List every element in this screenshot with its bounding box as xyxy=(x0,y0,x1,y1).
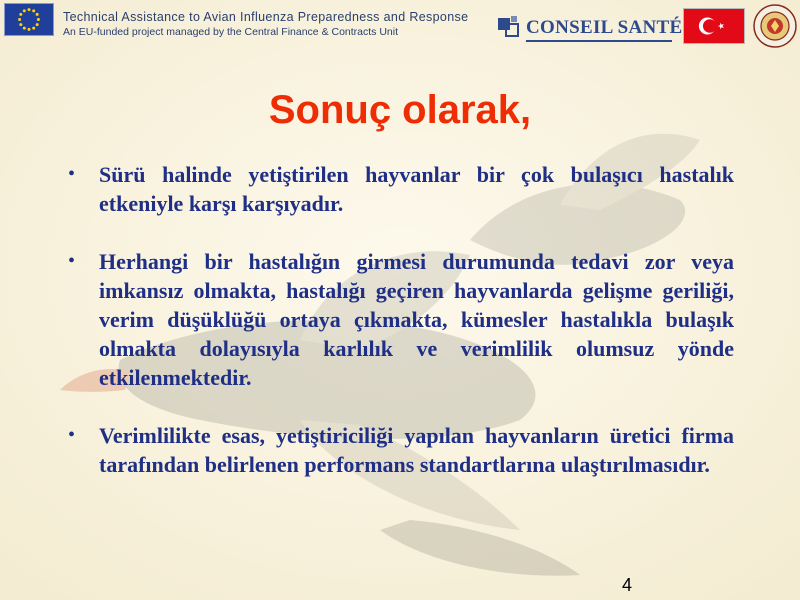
header-bar xyxy=(0,0,800,52)
slide-title: Sonuç olarak, xyxy=(268,88,532,132)
conseil-sante-logo xyxy=(496,14,683,42)
ministry-seal-icon xyxy=(753,4,797,48)
bullet-text: Verimlilikte esas, yetiştiriciliği yapılan hayvanların üretici firma tarafından belirlenen performans standartlarına ulaştırılmasıdır. xyxy=(99,423,734,477)
header-line-1: Technical Assistance to Avian Influenza Preparedness and Response xyxy=(63,10,469,24)
project-header-text xyxy=(63,9,468,39)
bullet-item xyxy=(66,421,734,479)
bullet-icon: • xyxy=(68,163,76,185)
bullet-icon: • xyxy=(68,250,76,272)
turkey-flag-icon xyxy=(683,8,745,44)
header-line-2: An EU-funded project managed by the Central Finance & Contracts Unit xyxy=(63,26,399,38)
conseil-sante-text: CONSEIL SANTÉ xyxy=(526,16,672,42)
conseil-sante-mark-icon xyxy=(496,14,524,42)
bullet-item xyxy=(66,247,734,392)
page-number: 4 xyxy=(621,575,632,595)
bullet-list xyxy=(66,160,734,508)
eu-flag-icon xyxy=(4,3,54,36)
bullet-icon: • xyxy=(68,424,76,446)
bullet-item xyxy=(66,160,734,218)
bullet-text: Sürü halinde yetiştirilen hayvanlar bir çok bulaşıcı hastalık etkeniyle karşı karşıyadır. xyxy=(99,162,734,216)
bullet-text: Herhangi bir hastalığın girmesi durumunda tedavi zor veya imkansız olmakta, hastalığı geçiren hayvanlarda gelişme geriliği, verim düşüklüğü ortaya çıkmakta, kümesler hastalıkla bulaşık olmakta dolayısıyla karlılık ve verimlilik olumsuz yönde etkilenmektedir. xyxy=(99,249,734,390)
